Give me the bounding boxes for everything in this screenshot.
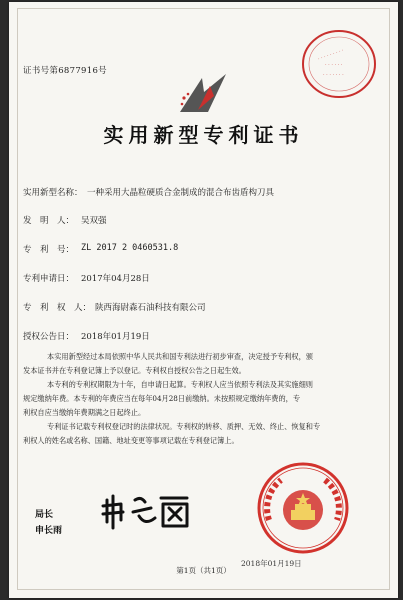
body-line: 规定缴纳年费。本专利的年费应当在每年04月28日前缴纳。未按照规定缴纳年费的，专 (23, 394, 301, 403)
handwritten-signature (101, 492, 191, 532)
svg-text:· · · · · · · · ·: · · · · · · · · · (317, 47, 345, 63)
field-filing-date-label: 专利申请日： (23, 274, 75, 284)
field-holder-label: 专 利 权 人： (23, 303, 92, 313)
body-line: 本专利的专利权期限为十年，自申请日起算。专利权人应当依照专利法及其实施细则 (47, 380, 313, 389)
patent-office-logo (174, 72, 232, 116)
certificate-title: 实用新型专利证书 (103, 123, 304, 147)
issue-date: 2018年01月19日 (241, 559, 302, 568)
svg-text:· · · · · · ·: · · · · · · · (323, 72, 344, 78)
field-grant-date-label: 授权公告日： (23, 332, 75, 342)
field-inventor-label: 发 明 人： (23, 216, 75, 226)
field-patent-no-value: ZL 2017 2 0460531.8 (81, 243, 179, 253)
national-emblem-seal (255, 460, 351, 556)
field-inventor-value: 吴双强 (81, 216, 107, 226)
signatory-title: 局长 (35, 510, 54, 520)
body-line: 利权人的姓名或名称、国籍、地址变更等事项记载在专利登记簿上。 (23, 436, 239, 445)
field-patent-no-label: 专 利 号： (23, 245, 75, 255)
signatory-name: 申长雨 (35, 526, 63, 536)
certificate-page (9, 2, 398, 598)
svg-text:· · · · · ·: · · · · · · (325, 62, 343, 68)
body-line: 本实用新型经过本局依照中华人民共和国专利法进行初步审查，决定授予专利权，颁 (47, 352, 313, 361)
page-footer: 第1页（共1页） (176, 566, 231, 575)
certificate-number: 证书号第6877916号 (23, 66, 107, 76)
field-name-label: 实用新型名称： (23, 188, 83, 198)
agency-seal (299, 24, 379, 104)
field-holder-value: 陕西海尉森石油科技有限公司 (95, 303, 206, 313)
field-grant-date-value: 2018年01月19日 (81, 332, 150, 342)
field-name-value: 一种采用大晶粒硬质合金制成的混合布齿盾构刀具 (87, 188, 275, 198)
body-line: 专利证书记载专利权登记时的法律状况。专利权的转移、质押、无效、终止、恢复和专 (47, 422, 321, 431)
body-line: 发本证书并在专利登记簿上予以登记。专利权自授权公告之日起生效。 (23, 366, 246, 375)
field-filing-date-value: 2017年04月28日 (81, 274, 150, 284)
body-line: 利权自应当缴纳年费期满之日起终止。 (23, 408, 146, 417)
